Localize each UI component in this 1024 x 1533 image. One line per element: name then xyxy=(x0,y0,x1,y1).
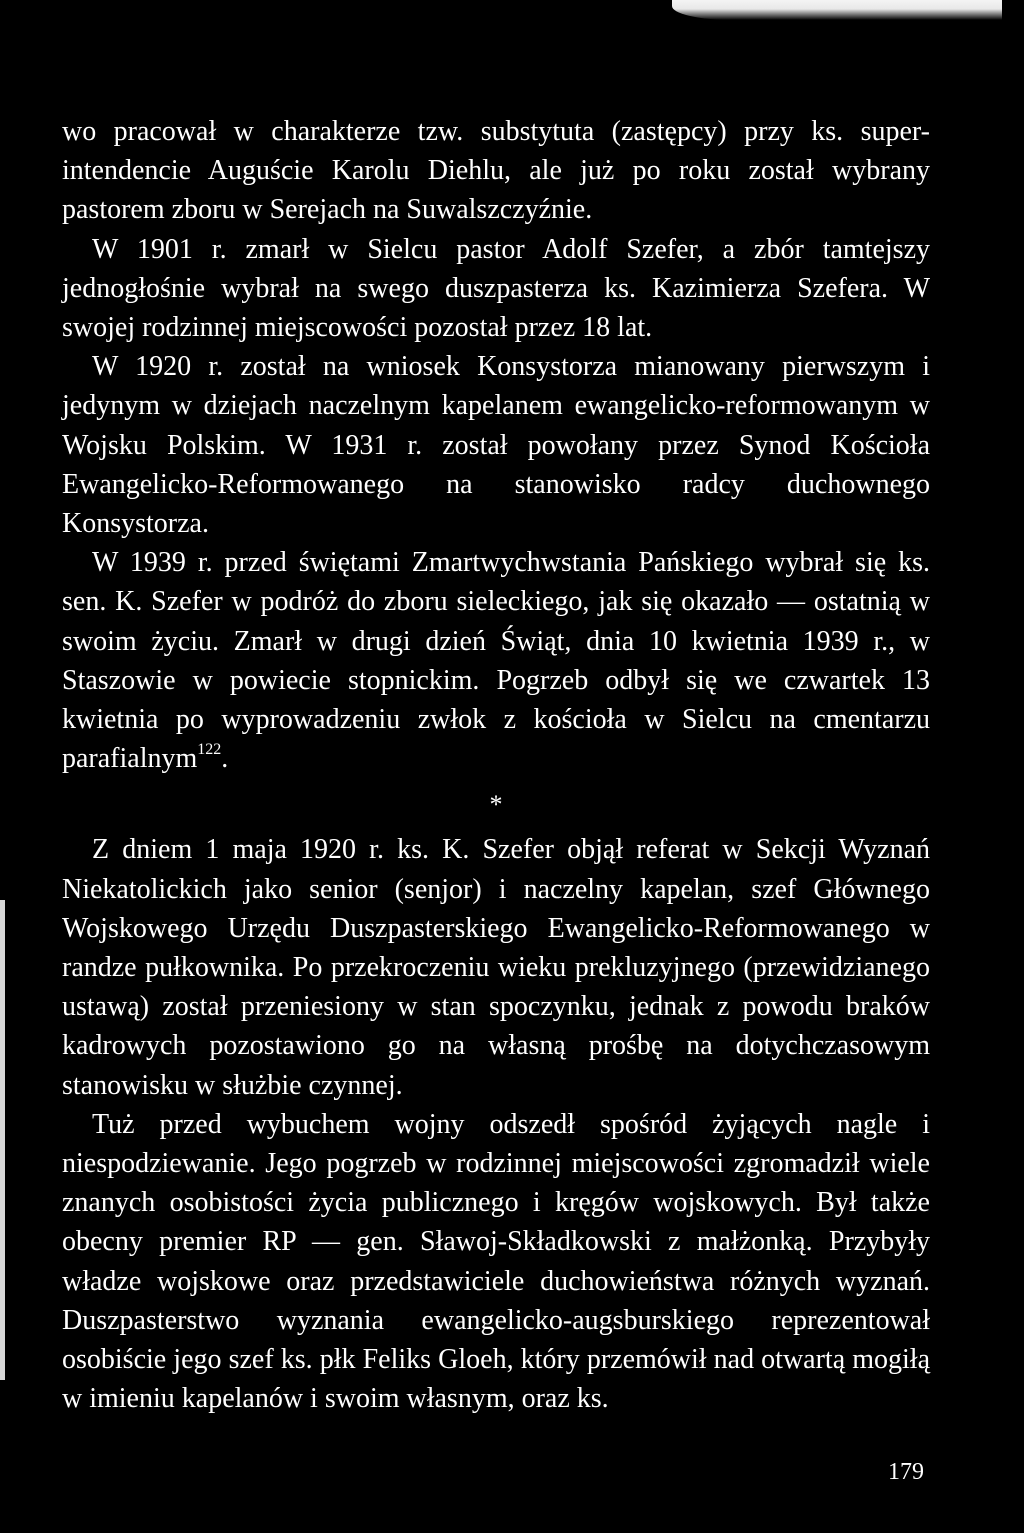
paragraph-4-text: W 1939 r. przed świętami Zmartwychwstania Pańskiego wybrał się ks. sen. K. Szefer w podróż do zboru sieleckiego, jak się okazało — ostatnią w swoim życiu. Zmarł w drugi dzień Świąt, dnia 10 kwietnia 1939 r., w Staszowie w powiecie stopnickim. Pogrzeb odbył się we czwartek 13 kwietnia po wyprowadzeniu zwłok z kościoła w Sielcu na cmentarzu parafialnym xyxy=(62,547,930,775)
scan-edge-top xyxy=(672,0,1002,20)
section-separator: * xyxy=(489,790,503,820)
paragraph-3: W 1920 r. został na wniosek Konsystorza mianowany pierwszym i jedynym w dziejach naczelnym kapelanem ewangelicko-reformowanym w Wojsku Polskim. W 1931 r. został powołany przez Synod Kościoła Ewangelicko-Reformowanego na stanowisko radcy duchownego Konsystorza. xyxy=(62,351,930,540)
paragraph-4 xyxy=(62,543,930,778)
page-number: 179 xyxy=(888,1459,924,1485)
paragraph-1: wo pracował w charakterze tzw. substytuta (zastępcy) przy ks. super-intendencie Auguście Karolu Diehlu, ale już po roku został wybrany pastorem zboru w Serejach na Suwalszczyźnie. xyxy=(62,116,930,226)
paragraph-4-end: . xyxy=(221,743,229,775)
paragraph-5: Z dniem 1 maja 1920 r. ks. K. Szefer objął referat w Sekcji Wyznań Niekatolickich jako senior (senjor) i naczelny kapelan, szef Głównego Wojskowego Urzędu Duszpasterskiego Ewangelicko-Reformowanego w randze pułkownika. Po przekroczeniu wieku prekluzyjnego (przewidzianego ustawą) został przeniesiony w stan spoczynku, jednak z powodu braków kadrowych pozostawiono go na własną prośbę na dotychczasowym stanowisku w służbie czynnej. xyxy=(62,834,930,1101)
body-text xyxy=(62,112,930,1419)
paragraph-2: W 1901 r. zmarł w Sielcu pastor Adolf Szefer, a zbór tamtejszy jednogłośnie wybrał na swego duszpasterza ks. Kazimierza Szefera. W swojej rodzinnej miejscowości pozostał przez 18 lat. xyxy=(62,233,930,344)
footnote-reference: 122 xyxy=(197,741,222,759)
paragraph-6: Tuż przed wybuchem wojny odszedł spośród żyjących nagle i niespodziewanie. Jego pogrzeb w rodzinnej miejscowości zgromadził wiele znanych osobistości życia publicznego i kręgów wojskowych. Był także obecny premier RP — gen. Sławoj-Składkowski z małżonką. Przybyły władze wojskowe oraz przedstawiciele duchowieństwa różnych wyznań. Duszpasterstwo wyznania ewangelicko-augsburskiego reprezentował osobiście jego szef ks. płk Feliks Gloeh, który przemówił nad otwartą mogiłą w imieniu kapelanów i swoim własnym, oraz ks. xyxy=(62,1108,930,1415)
scan-edge-left xyxy=(0,900,5,1380)
